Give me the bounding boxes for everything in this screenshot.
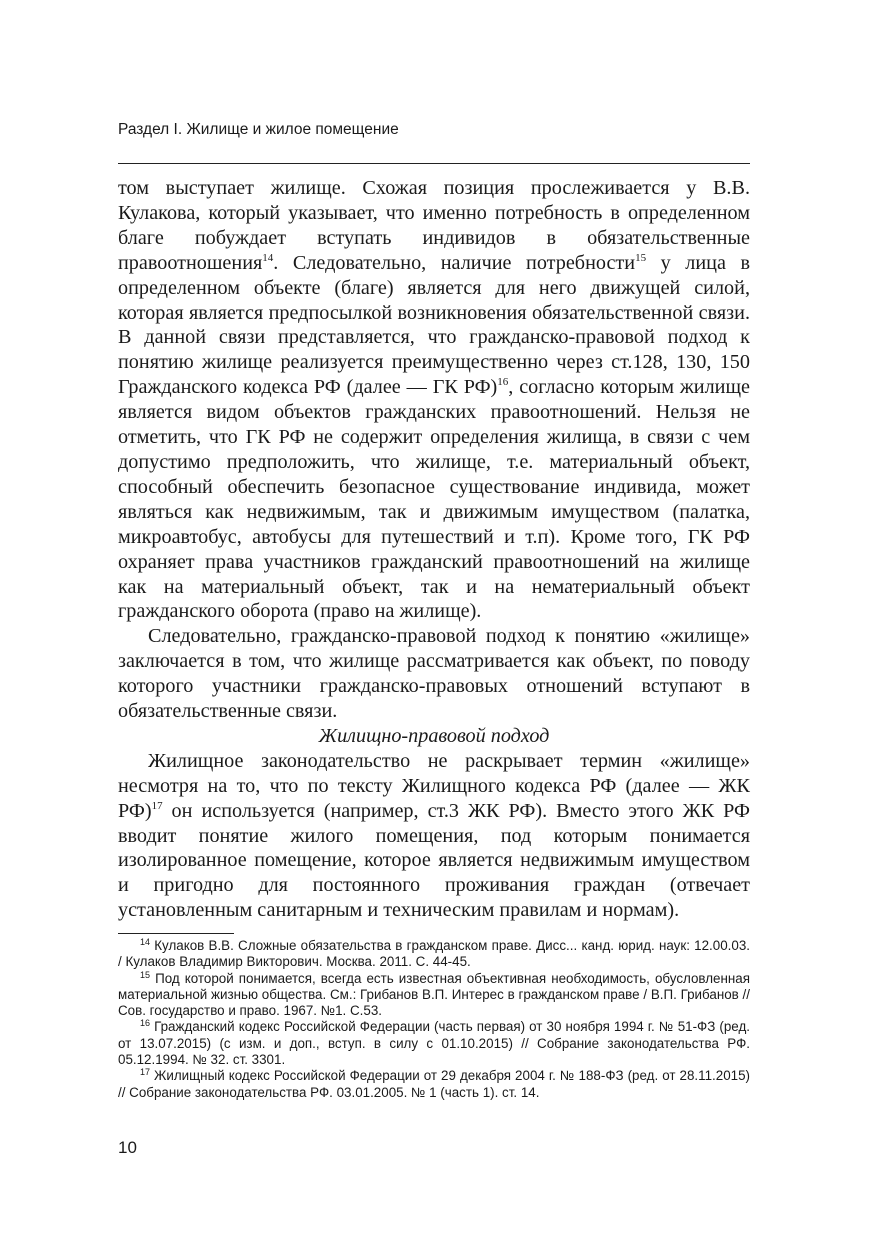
paragraph-3 — [118, 749, 750, 923]
footnote-ref-17[interactable]: 17 — [151, 799, 163, 812]
footnote-text: Кулаков В.В. Сложные обязательства в гражданском праве. Дисс... канд. юрид. наук: 12.00.03. / Кулаков Владимир Викторович. Москва. 2011. С. 44-45. — [118, 938, 750, 970]
running-head: Раздел I. Жилище и жилое помещение — [118, 121, 399, 138]
footnote-number: 16 — [140, 1018, 151, 1029]
footnote-17 — [118, 1068, 750, 1101]
footnotes — [118, 938, 750, 1101]
footnote-15 — [118, 971, 750, 1020]
section-subheading: Жилищно-правовой подход — [318, 724, 550, 747]
paragraph-text: он используется (например, ст.3 ЖК РФ). Вместо этого ЖК РФ вводит понятие жилого помещения, под которым понимается изолированное помещение, которое является недвижимым имуществом и пригодно для постоянного проживания граждан (отвечает установленным санитарным и техническим правилам и нормам). — [118, 799, 750, 922]
paragraph-1 — [118, 176, 750, 624]
footnote-16 — [118, 1019, 750, 1068]
footnote-ref-15[interactable]: 15 — [635, 251, 647, 264]
page-number: 10 — [118, 1138, 137, 1157]
paragraph-text: , согласно которым жилище является видом объектов гражданских правоотношений. Нельзя не отметить, что ГК РФ не содержит определения жилища, в связи с чем допустимо предположить, что жилище, т.е. материальный объект, способный обеспечить безопасное существование индивида, может являться как недвижимым, так и движимым имуществом (палатка, микроавтобус, автобусы для путешествий и т.п). Кроме того, ГК РФ охраняет права участников гражданский правоотношений на жилище как на материальный объект, так и на нематериальный объект гражданского оборота (право на жилище). — [118, 376, 750, 623]
paragraph-text: том выступает жилище. Схожая позиция прослеживается у В.В. Кулакова, который указывает, что именно потребность в определенном благе побуждает вступать индивидов в обязательственные правоотношения — [118, 177, 750, 274]
header-rule — [118, 163, 750, 164]
paragraph-text: у лица в определенном объекте (благе) является для него движущей силой, которая является предпосылкой возникновения обязательственной связи. В данной связи представляется, что гражданско-правовой подход к понятию жилище реализуется преимущественно через ст.128, 130, 150 Гражданского кодекса РФ (далее — ГК РФ) — [118, 251, 750, 399]
footnote-rule — [118, 933, 234, 934]
paragraph-text: . Следовательно, наличие потребности — [273, 251, 636, 274]
paragraph-2: Следовательно, гражданско-правовой подход к понятию «жилище» заключается в том, что жилище рассматривается как объект, по поводу которого участники гражданско-правовых отношений вступают в обязательственные связи. — [118, 625, 750, 723]
footnote-text: Гражданский кодекс Российской Федерации (часть первая) от 30 ноября 1994 г. № 51-ФЗ (ред. от 13.07.2015) (с изм. и доп., вступ. в силу с 01.10.2015) // Собрание законодательства РФ. 05.12.1994. № 32. ст. 3301. — [118, 1019, 750, 1068]
footnote-14 — [118, 938, 750, 971]
footnote-number: 14 — [140, 937, 151, 947]
paragraph-text: Жилищное законодательство не раскрывает термин «жилище» несмотря на то, что по тексту Жилищного кодекса РФ (далее — ЖК РФ) — [118, 749, 750, 822]
footnote-text: Под которой понимается, всегда есть известная объективная необходимость, обусловленная материальной жизнью общества. См.: Грибанов В.П. Интерес в гражданском праве / В.П. Грибанов // Сов. государство и право. 1967. №1. С.53. — [118, 970, 750, 1019]
footnote-ref-14[interactable]: 14 — [262, 251, 274, 264]
footnote-number: 17 — [140, 1067, 151, 1078]
footnote-ref-16[interactable]: 16 — [497, 376, 509, 389]
footnote-text: Жилищный кодекс Российской Федерации от 29 декабря 2004 г. № 188-ФЗ (ред. от 28.11.2015) // Собрание законодательства РФ. 03.01.2005. № 1 (часть 1). ст. 14. — [118, 1068, 750, 1100]
main-text — [118, 176, 750, 923]
footnote-number: 15 — [140, 969, 151, 980]
